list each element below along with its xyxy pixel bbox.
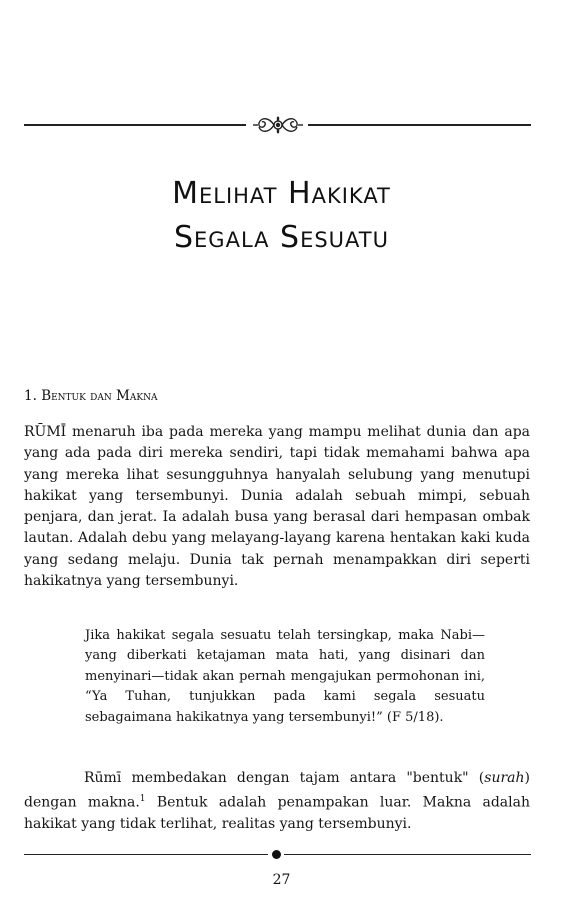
block-quote: Jika hakikat segala sesuatu telah tersingkap, maka Nabi—yang diberkati ketajaman mata hati, yang disinari dan menyinari—tidak akan pernah mengajukan permohonan ini, “Ya Tuhan, tunjukkan pada kami segala sesuatu sebagaimana hakikatnya yang tersembunyi!” (F 5/18). <box>85 628 485 725</box>
dot-ornament-icon <box>272 850 281 859</box>
section-heading <box>24 388 531 404</box>
footer-rule-right <box>284 854 531 855</box>
section-title: Bentuk dan Makna <box>41 388 158 404</box>
footer-rule <box>24 850 531 860</box>
body-paragraph-2 <box>24 768 530 835</box>
floral-ornament-icon <box>251 113 305 137</box>
top-ornament-rule <box>24 113 531 137</box>
footnote-marker[interactable]: 1 <box>139 794 146 804</box>
footer-rule-left <box>24 854 268 855</box>
top-rule-right <box>308 124 531 126</box>
top-rule-left <box>24 124 246 126</box>
chapter-title-line-1: Melihat Hakikat <box>172 176 391 211</box>
paragraph-2-middle: ) dengan makna. <box>24 770 530 811</box>
chapter-title-line-2: Segala Sesuatu <box>174 220 389 255</box>
paragraph-2-start: Rūmī membedakan dengan tajam antara "bentuk" ( <box>84 770 485 786</box>
paragraph-1-text: RŪMĪ menaruh iba pada mereka yang mampu melihat dunia dan apa yang ada pada diri mereka sendiri, tapi tidak memahami bahwa apa yang mereka lihat sesungguhnya hanyalah selubung yang menutupi hakikat yang tersembunyi. Dunia adalah sebuah mimpi, sebuah penjara, dan jerat. Ia adalah busa yang berasal dari hempasan ombak lautan. Adalah debu yang melayang-layang karena hentakan kaki kuda yang sedang melaju. Dunia tak pernah menampakkan diri seperti hakikatnya yang tersembunyi. <box>24 424 530 590</box>
section-number: 1. <box>24 388 37 404</box>
body-paragraph-1 <box>24 422 530 592</box>
term-surah: surah <box>484 770 525 786</box>
chapter-title <box>0 172 563 260</box>
page-number: 27 <box>272 872 291 888</box>
paragraph-2-end: Bentuk adalah penampakan luar. Makna adalah hakikat yang tidak terlihat, realitas yang tersembunyi. <box>24 794 530 832</box>
